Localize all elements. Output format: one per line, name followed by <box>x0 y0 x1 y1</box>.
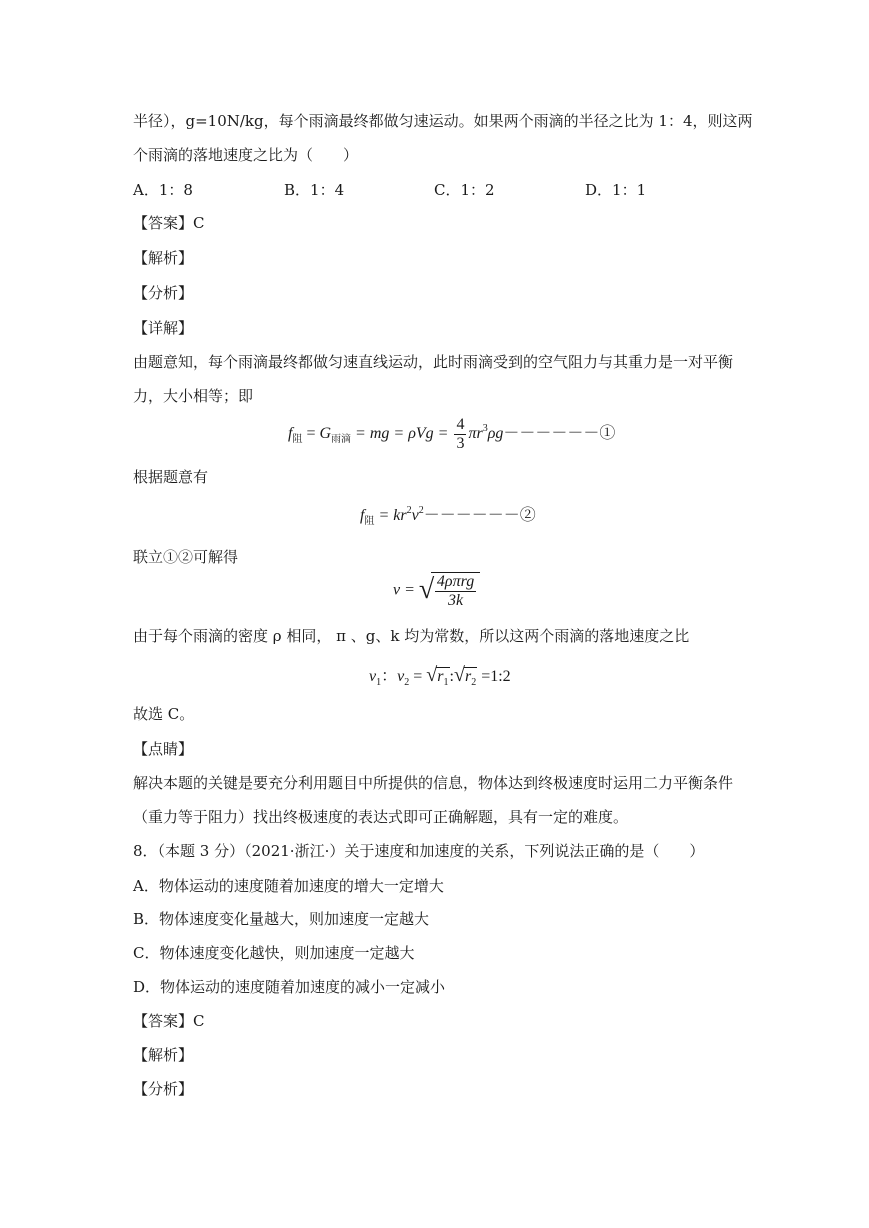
fenxi-heading: 【分析】 <box>133 284 194 302</box>
question7-text-line2: 个雨滴的落地速度之比为（ ） <box>133 146 359 164</box>
detail-text-line1: 由题意知，每个雨滴最终都做匀速直线运动，此时雨滴受到的空气阻力与其重力是一对平衡 <box>133 353 734 371</box>
detail-text-line2: 力，大小相等；即 <box>133 387 254 405</box>
dianjing-heading: 【点睛】 <box>133 740 194 758</box>
question8-option-d: D．物体运动的速度随着加速度的减小一定减小 <box>133 978 446 996</box>
question8-fenxi-heading: 【分析】 <box>133 1080 194 1098</box>
choose-text: 故选 C。 <box>133 705 195 723</box>
analysis-heading: 【解析】 <box>133 249 194 267</box>
answer-label: 【答案】C <box>133 214 205 232</box>
question8-option-b: B．物体速度变化量越大，则加速度一定越大 <box>133 910 430 928</box>
equation-2: $f_阻$ = $kr^2v^2------②$ <box>360 505 536 527</box>
option-d: D．1：1 <box>585 181 647 199</box>
equation-3: v = √ $\frac{\text{4ρπrg}}{3k}$ <box>393 572 480 610</box>
equation-1: $f_阻 = G_{雨滴}$ = mg = ρVg = $\frac{4}{3}$ $\pi r^3\rho g------①$ <box>288 416 616 452</box>
note-text-line2: （重力等于阻力）找出终极速度的表达式即可正确解题，具有一定的难度。 <box>133 808 629 826</box>
question8-option-a: A．物体运动的速度随着加速度的增大一定增大 <box>133 877 444 895</box>
question8-stem: 8．（本题 3 分）（2021·浙江·）关于速度和加速度的关系，下列说法正确的是（ ） <box>133 842 705 860</box>
combine-text: 联立①②可解得 <box>133 548 239 566</box>
question8-option-c: C．物体速度变化越快，则加速度一定越大 <box>133 944 415 962</box>
equation-4: $v_1$：$v_2$ = √ $r_1$: √ $r_2$ =1:2 <box>369 664 511 688</box>
detail-heading: 【详解】 <box>133 319 194 337</box>
basis-text: 根据题意有 <box>133 468 209 486</box>
question8-analysis-heading: 【解析】 <box>133 1046 194 1064</box>
question8-answer: 【答案】C <box>133 1012 205 1030</box>
option-b: B．1：4 <box>284 181 345 199</box>
option-c: C．1：2 <box>434 181 495 199</box>
note-text-line1: 解决本题的关键是要充分利用题目中所提供的信息，物体达到终极速度时运用二力平衡条件 <box>133 774 734 792</box>
option-a: A．1：8 <box>133 181 193 199</box>
question7-text-line1: 半径），g=10N/kg，每个雨滴最终都做匀速运动。如果两个雨滴的半径之比为 1：4，则这两 <box>133 112 753 130</box>
density-text: 由于每个雨滴的密度 ρ 相同， π 、g、k 均为常数，所以这两个雨滴的落地速度之比 <box>133 627 690 645</box>
